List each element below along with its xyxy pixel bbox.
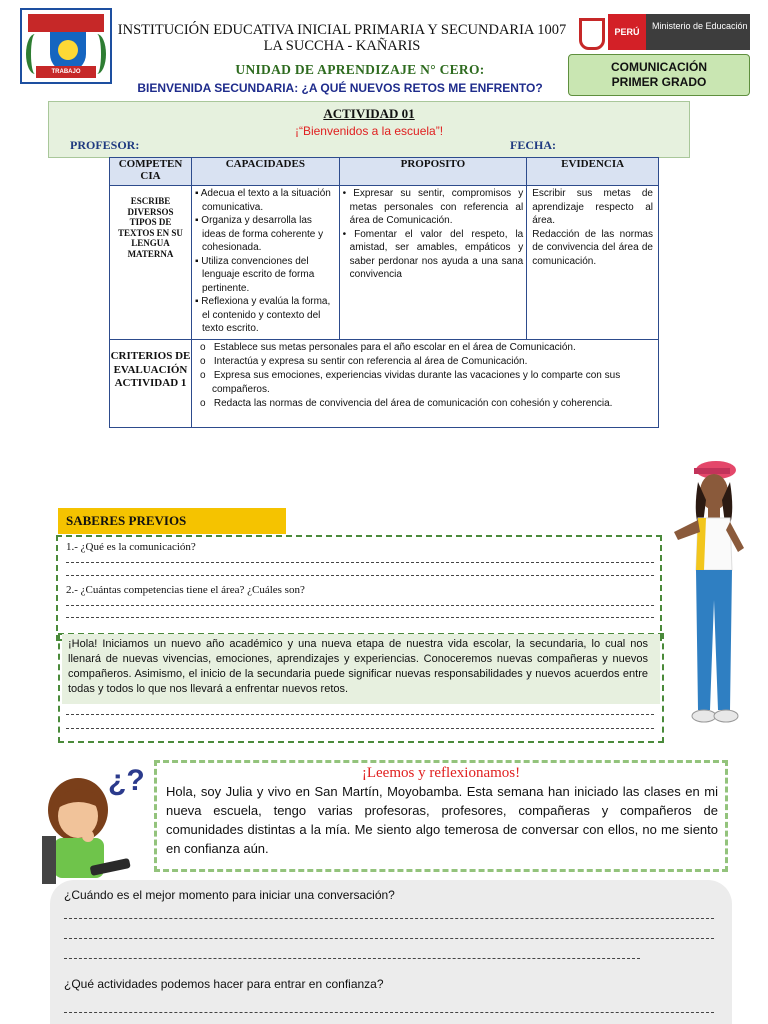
thinking-child-illustration bbox=[34, 764, 145, 886]
list-item: o Interactúa y expresa su sentir con referencia al área de Comunicación. bbox=[199, 356, 528, 367]
date-label: FECHA: bbox=[510, 138, 556, 152]
activity-subtitle: ¡“Bienvenidos a la escuela”! bbox=[294, 124, 444, 138]
list-item: • Expresar su sentir, compromisos y metas personales con referencia al área de Comunicación. bbox=[342, 188, 524, 226]
answer-line[interactable] bbox=[66, 605, 654, 606]
teen-girl-illustration bbox=[668, 460, 758, 730]
criterios-label: CRITERIOS DE EVALUACIÓN ACTIVIDAD 1 bbox=[110, 340, 192, 428]
unit-subtitle: BIENVENIDA SECUNDARIA: ¿A QUÉ NUEVOS RETOS ME ENFRENTO? bbox=[137, 81, 543, 95]
unit-title: UNIDAD DE APRENDIZAJE N° CERO: bbox=[235, 62, 485, 77]
activity-title: ACTIVIDAD 01 bbox=[323, 106, 415, 121]
header-capacidades: CAPACIDADES bbox=[191, 158, 339, 186]
question-confianza: ¿Qué actividades podemos hacer para entrar en confianza? bbox=[64, 977, 384, 991]
ministry-name: Ministerio de Educación bbox=[646, 14, 750, 50]
ministry-logo bbox=[572, 12, 750, 52]
answer-line[interactable] bbox=[64, 938, 714, 939]
answer-line[interactable] bbox=[64, 918, 714, 919]
list-item: Redacción de las normas de convivencia del área de comunicación. bbox=[532, 228, 653, 267]
svg-text:¿?: ¿? bbox=[108, 764, 145, 797]
answer-line[interactable] bbox=[66, 617, 654, 618]
school-crest-icon bbox=[20, 8, 112, 84]
competency-table bbox=[109, 157, 659, 428]
list-item: o Redacta las normas de convivencia del área de comunicación con cohesión y coherencia. bbox=[199, 398, 613, 409]
answer-line[interactable] bbox=[64, 958, 640, 959]
answer-line[interactable] bbox=[64, 1012, 714, 1013]
reading-text: Hola, soy Julia y vivo en San Martín, Moyobamba. Esta semana han iniciado las clases en mi nueva escuela, tengo varias profesoras, profesores, compañeras y compañeros de comunidades distintas a la mía. Me siento algo temerosa de conversar con ellos, no me siento en confianza aún. bbox=[166, 784, 718, 856]
area-label: COMUNICACIÓN bbox=[611, 60, 707, 74]
header-competencia: COMPETEN CIA bbox=[110, 158, 192, 186]
criterios-cell bbox=[191, 340, 658, 428]
grade-badge bbox=[568, 54, 750, 96]
institution-line2: LA SUCCHA - KAÑARIS bbox=[263, 38, 421, 54]
peru-label: PERÚ bbox=[608, 14, 646, 50]
competencia-cell: ESCRIBE DIVERSOS TIPOS DE TEXTOS EN SU LENGUA MATERNA bbox=[110, 186, 192, 340]
saberes-previos-label: SABERES PREVIOS bbox=[58, 508, 286, 534]
list-item: o Establece sus metas personales para el año escolar en el área de Comunicación. bbox=[199, 342, 576, 353]
crest-ribbon-text: TRABAJO bbox=[36, 66, 96, 78]
question-conversation: ¿Cuándo es el mejor momento para iniciar una conversación? bbox=[64, 888, 395, 902]
list-item: ▪ Utiliza convenciones del lenguaje escrito de forma pertinente. bbox=[194, 255, 315, 294]
evidencia-cell bbox=[527, 186, 659, 340]
table-header-row bbox=[110, 158, 659, 186]
list-item: Escribir sus metas de aprendizaje respecto al área. bbox=[532, 188, 653, 226]
question-1: 1.- ¿Qué es la comunicación? bbox=[66, 541, 196, 553]
list-item: o Expresa sus emociones, experiencias vividas durante las vacaciones y lo comparte con sus compañeros. bbox=[199, 370, 621, 395]
list-item: ▪ Adecua el texto a la situación comunicativa. bbox=[194, 188, 331, 213]
peru-coat-of-arms-icon bbox=[572, 12, 606, 52]
institution-line1: INSTITUCIÓN EDUCATIVA INICIAL PRIMARIA Y SECUNDARIA 1007 bbox=[117, 22, 567, 38]
header-proposito: PROPOSITO bbox=[339, 158, 527, 186]
reading-title: ¡Leemos y reflexionamos! bbox=[361, 765, 521, 781]
intro-text: ¡Hola! Iniciamos un nuevo año académico y una nueva etapa de nuestra vida escolar, la secundaria, lo cual nos llenará de nuevas vivencias, emociones, aprendizajes y experiencias. Conoceremos nuevas compañeras y nuevos compañeros. Asimismo, el inicio de la secundaria puede significar nuevas responsabilidades y nuevos acuerdos entre todas y todos lo que nos llevará a enfrentar nuevos retos. bbox=[68, 638, 648, 695]
question-2: 2.- ¿Cuántas competencias tiene el área? ¿Cuáles son? bbox=[66, 584, 305, 596]
answer-line[interactable] bbox=[66, 728, 654, 729]
answer-line[interactable] bbox=[66, 714, 654, 715]
list-item: ▪ Organiza y desarrolla las ideas de forma coherente y cohesionada. bbox=[194, 215, 324, 253]
list-item: ▪ Reflexiona y evalúa la forma, el contenido y contexto del texto escrito. bbox=[194, 296, 331, 334]
proposito-cell bbox=[339, 186, 527, 340]
grade-label: PRIMER GRADO bbox=[611, 75, 707, 89]
table-row bbox=[110, 340, 659, 428]
capacidades-cell bbox=[191, 186, 339, 340]
header-evidencia: EVIDENCIA bbox=[527, 158, 659, 186]
answer-line[interactable] bbox=[66, 562, 654, 563]
teacher-label: PROFESOR: bbox=[70, 138, 140, 152]
institution-title bbox=[112, 22, 572, 54]
list-item: • Fomentar el valor del respeto, la amistad, ser amables, empáticos y saber perdonar nos ayuda a una sana convivencia bbox=[342, 228, 524, 280]
table-row bbox=[110, 186, 659, 340]
answer-line[interactable] bbox=[66, 575, 654, 576]
